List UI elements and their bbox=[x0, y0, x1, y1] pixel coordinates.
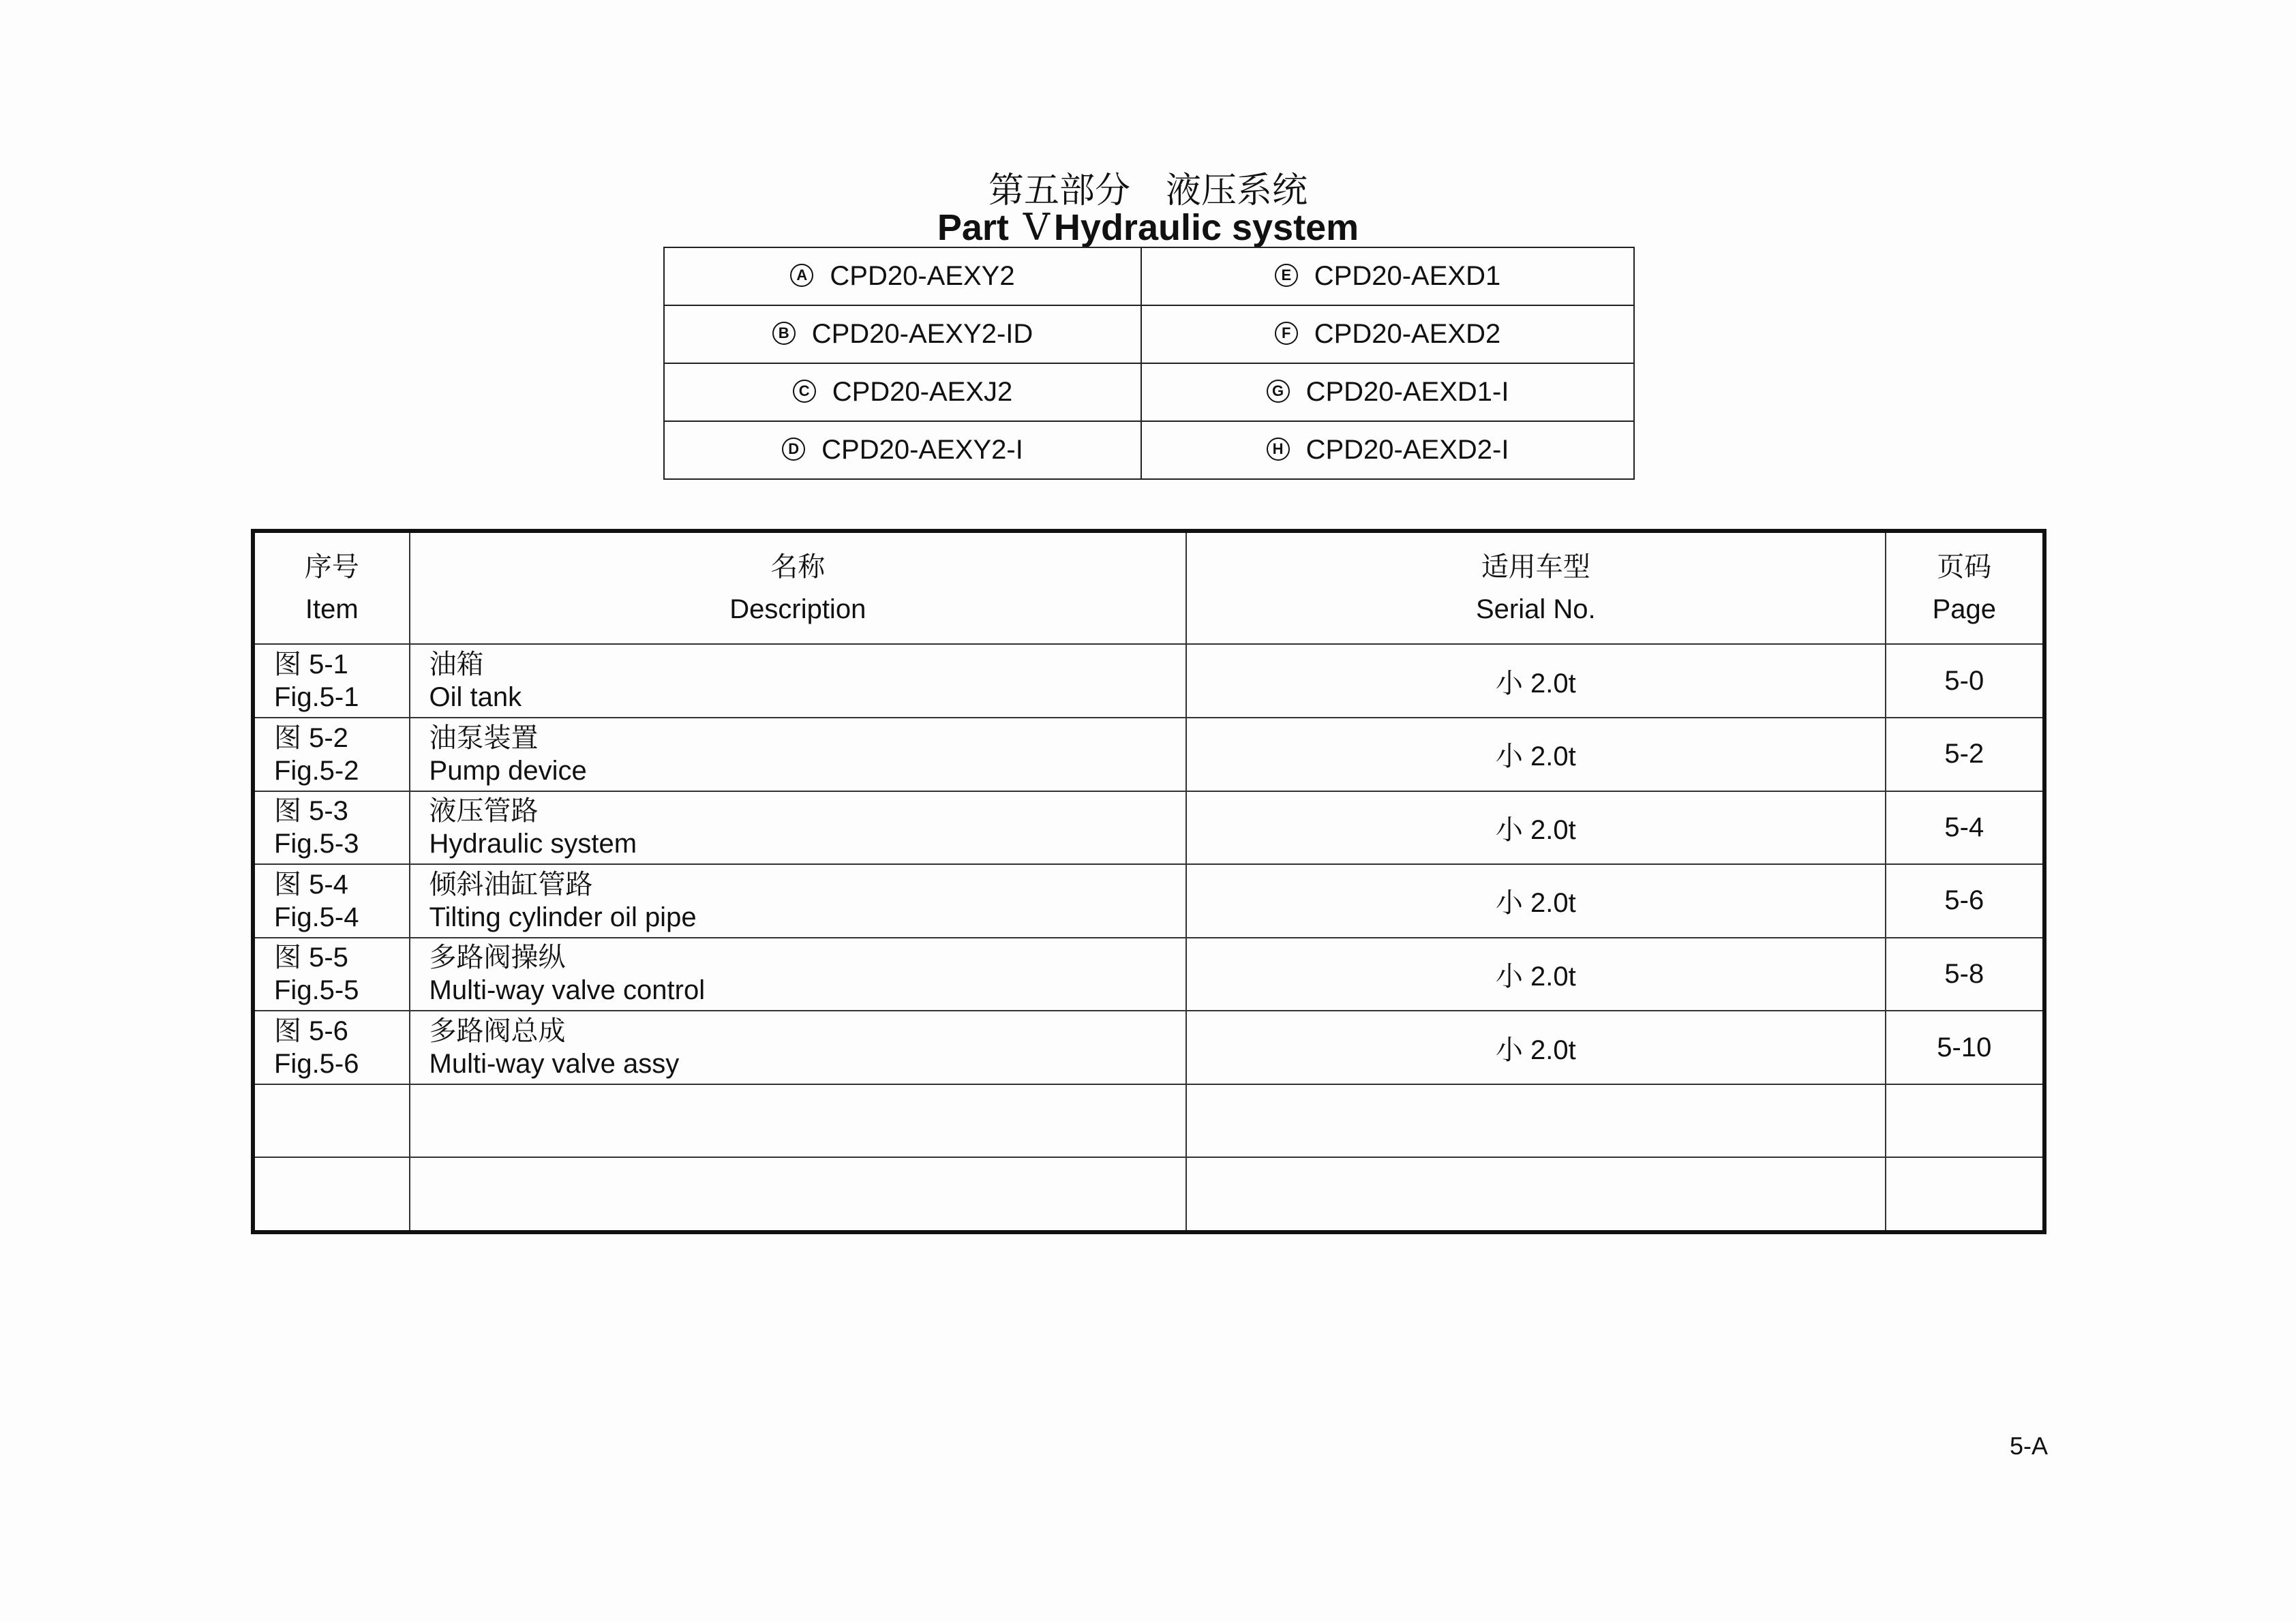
description-en: Multi-way valve control bbox=[429, 975, 706, 1006]
empty-cell bbox=[1886, 1157, 2044, 1232]
page-cell: 5-10 bbox=[1886, 1011, 2044, 1084]
header-serial-en: Serial No. bbox=[1476, 594, 1596, 625]
description-cell bbox=[410, 864, 1187, 938]
item-cell bbox=[253, 1011, 410, 1084]
title-system-label: Hydraulic system bbox=[1053, 207, 1359, 248]
table-row bbox=[253, 1011, 2044, 1084]
serial-cell: 小 2.0t bbox=[1186, 718, 1886, 791]
item-en: Fig.5-6 bbox=[274, 1049, 359, 1080]
page-cell: 5-4 bbox=[1886, 791, 2044, 865]
model-name: CPD20-AEXY2-I bbox=[821, 435, 1023, 465]
page-number: 5-A bbox=[2009, 1432, 2048, 1460]
serial-cell: 小 2.0t bbox=[1186, 1011, 1886, 1084]
page-title-english bbox=[0, 203, 2296, 252]
header-serial bbox=[1186, 531, 1886, 644]
table-row bbox=[253, 644, 2044, 718]
table-header-row bbox=[253, 531, 2044, 644]
empty-cell bbox=[1186, 1157, 1886, 1232]
empty-cell bbox=[410, 1084, 1187, 1158]
header-item bbox=[253, 531, 410, 644]
circled-letter-icon: G bbox=[1267, 380, 1290, 403]
model-name: CPD20-AEXD2-I bbox=[1305, 435, 1509, 465]
model-name: CPD20-AEXY2 bbox=[830, 261, 1015, 291]
model-cell bbox=[664, 305, 1141, 363]
header-item-zh: 序号 bbox=[304, 552, 359, 583]
model-cell bbox=[664, 247, 1141, 305]
model-row bbox=[664, 421, 1634, 479]
header-page-zh: 页码 bbox=[1937, 552, 1992, 583]
serial-cell: 小 2.0t bbox=[1186, 864, 1886, 938]
title-roman-numeral: Ⅴ bbox=[1023, 206, 1050, 249]
item-cell bbox=[253, 791, 410, 865]
model-name: CPD20-AEXD1 bbox=[1314, 261, 1501, 291]
model-row bbox=[664, 305, 1634, 363]
description-cell bbox=[410, 938, 1187, 1011]
item-en: Fig.5-4 bbox=[274, 902, 359, 932]
circled-letter-icon: C bbox=[793, 380, 816, 403]
description-en: Multi-way valve assy bbox=[429, 1049, 680, 1080]
description-cell bbox=[410, 644, 1187, 718]
description-en: Hydraulic system bbox=[429, 829, 637, 859]
model-name: CPD20-AEXD2 bbox=[1314, 319, 1501, 349]
page-cell: 5-6 bbox=[1886, 864, 2044, 938]
serial-cell: 小 2.0t bbox=[1186, 644, 1886, 718]
description-zh: 油泵装置 bbox=[429, 722, 539, 753]
description-en: Oil tank bbox=[429, 682, 522, 713]
model-cell bbox=[664, 363, 1141, 421]
header-description bbox=[410, 531, 1187, 644]
model-cell bbox=[1141, 305, 1634, 363]
empty-table-row bbox=[253, 1157, 2044, 1232]
empty-cell bbox=[410, 1157, 1187, 1232]
model-row bbox=[664, 247, 1634, 305]
item-en: Fig.5-3 bbox=[274, 829, 359, 859]
empty-table-row bbox=[253, 1084, 2044, 1158]
description-zh: 油箱 bbox=[429, 649, 484, 680]
description-cell bbox=[410, 791, 1187, 865]
item-zh: 图 5-5 bbox=[274, 943, 348, 973]
item-zh: 图 5-1 bbox=[274, 649, 348, 680]
item-zh: 图 5-2 bbox=[274, 722, 348, 753]
circled-letter-icon: E bbox=[1275, 264, 1298, 287]
header-serial-zh: 适用车型 bbox=[1481, 552, 1590, 583]
model-name: CPD20-AEXD1-I bbox=[1305, 377, 1509, 407]
circled-letter-icon: B bbox=[772, 322, 796, 345]
header-page bbox=[1886, 531, 2044, 644]
table-row bbox=[253, 864, 2044, 938]
description-cell bbox=[410, 1011, 1187, 1084]
model-row bbox=[664, 363, 1634, 421]
title-part-label: Part bbox=[937, 207, 1009, 248]
description-cell bbox=[410, 718, 1187, 791]
item-en: Fig.5-5 bbox=[274, 975, 359, 1006]
item-zh: 图 5-6 bbox=[274, 1016, 348, 1047]
page-cell: 5-0 bbox=[1886, 644, 2044, 718]
header-page-en: Page bbox=[1932, 594, 1997, 625]
item-zh: 图 5-4 bbox=[274, 869, 348, 900]
circled-letter-icon: F bbox=[1275, 322, 1298, 345]
circled-letter-icon: H bbox=[1267, 438, 1290, 461]
model-cell bbox=[1141, 363, 1634, 421]
circled-letter-icon: A bbox=[790, 264, 813, 287]
description-zh: 多路阀操纵 bbox=[429, 943, 566, 973]
table-row bbox=[253, 791, 2044, 865]
item-cell bbox=[253, 864, 410, 938]
description-zh: 多路阀总成 bbox=[429, 1016, 566, 1047]
item-en: Fig.5-2 bbox=[274, 755, 359, 786]
item-en: Fig.5-1 bbox=[274, 682, 359, 713]
description-en: Tilting cylinder oil pipe bbox=[429, 902, 697, 932]
header-item-en: Item bbox=[305, 594, 359, 625]
page-cell: 5-2 bbox=[1886, 718, 2044, 791]
serial-cell: 小 2.0t bbox=[1186, 938, 1886, 1011]
empty-cell bbox=[253, 1157, 410, 1232]
item-cell bbox=[253, 718, 410, 791]
item-cell bbox=[253, 938, 410, 1011]
description-en: Pump device bbox=[429, 755, 587, 786]
empty-cell bbox=[1186, 1084, 1886, 1158]
model-cell bbox=[664, 421, 1141, 479]
model-list-table bbox=[663, 247, 1635, 480]
parts-index-table bbox=[251, 529, 2046, 1234]
model-cell bbox=[1141, 247, 1634, 305]
model-cell bbox=[1141, 421, 1634, 479]
empty-cell bbox=[1886, 1084, 2044, 1158]
empty-cell bbox=[253, 1084, 410, 1158]
item-cell bbox=[253, 644, 410, 718]
description-zh: 倾斜油缸管路 bbox=[429, 869, 593, 900]
item-zh: 图 5-3 bbox=[274, 796, 348, 827]
description-zh: 液压管路 bbox=[429, 796, 539, 827]
table-row bbox=[253, 938, 2044, 1011]
serial-cell: 小 2.0t bbox=[1186, 791, 1886, 865]
header-desc-zh: 名称 bbox=[770, 552, 826, 583]
model-name: CPD20-AEXJ2 bbox=[832, 377, 1013, 407]
page-cell: 5-8 bbox=[1886, 938, 2044, 1011]
header-desc-en: Description bbox=[729, 594, 866, 625]
circled-letter-icon: D bbox=[782, 438, 805, 461]
table-row bbox=[253, 718, 2044, 791]
model-name: CPD20-AEXY2-ID bbox=[811, 319, 1033, 349]
page-title-chinese: 第五部分 液压系统 bbox=[988, 170, 1308, 211]
